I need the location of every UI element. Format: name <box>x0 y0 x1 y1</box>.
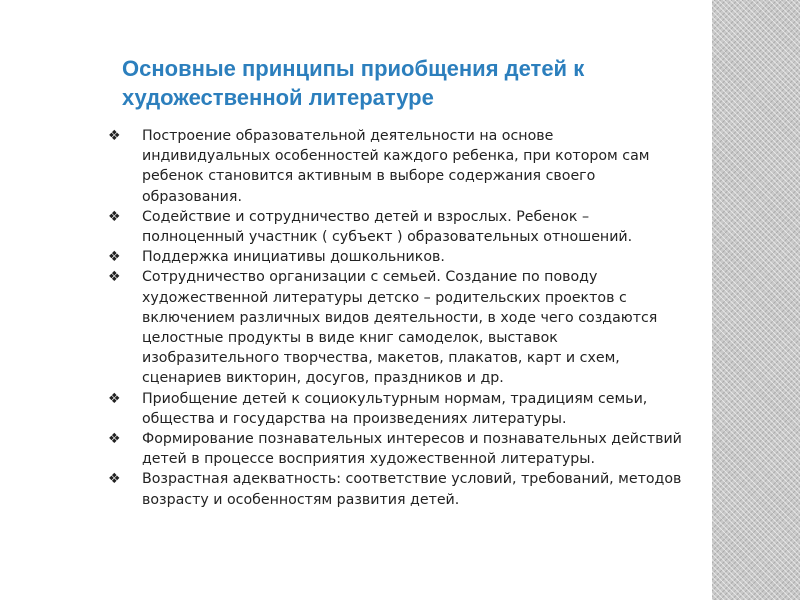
list-item-text: Построение образовательной деятельности на основе индивидуальных особенностей каждого ребенка, при котором сам ребенок становится активным в выборе содержания своего образования. <box>142 128 650 205</box>
diamond-bullet-icon: ❖ <box>108 471 121 488</box>
list-item-text: Возрастная адекватность: соответствие условий, требований, методов возрасту и особенностям развития детей. <box>142 471 682 508</box>
list-item-text: Формирование познавательных интересов и познавательных действий детей в процессе восприятия художественной литературы. <box>142 431 682 468</box>
principles-list <box>104 126 684 510</box>
list-item <box>104 207 684 247</box>
slide-title: Основные принципы приобщения детей к художественной литературе <box>122 56 585 110</box>
list-item <box>104 126 684 207</box>
diamond-bullet-icon: ❖ <box>108 208 121 225</box>
list-item <box>104 267 684 388</box>
list-item-text: Поддержка инициативы дошкольников. <box>142 249 445 266</box>
diamond-bullet-icon: ❖ <box>108 431 121 448</box>
list-item <box>104 247 684 267</box>
list-item-text: Приобщение детей к социокультурным нормам, традициям семьи, общества и государства на произведениях литературы. <box>142 390 648 427</box>
list-item <box>104 469 684 509</box>
diamond-bullet-icon: ❖ <box>108 249 121 266</box>
list-item-text: Содействие и сотрудничество детей и взрослых. Ребенок – полноценный участник ( субъект ) образовательных отношений. <box>142 208 633 246</box>
diamond-bullet-icon: ❖ <box>108 390 121 407</box>
list-item-text: Сотрудничество организации с семьей. Создание по поводу художественной литературы детско – родительских проектов с включением различных видов деятельности, в ходе чего создаются целостные продукты в виде книг самоделок, выставок изобразительного творчества, макетов, плакатов, карт и схем, сценариев викторин, досугов, праздников и др. <box>142 269 658 387</box>
diamond-bullet-icon: ❖ <box>108 128 121 144</box>
list-item <box>104 389 684 429</box>
diamond-bullet-icon: ❖ <box>108 269 121 286</box>
list-item <box>104 429 684 469</box>
decorative-side-band <box>712 0 800 600</box>
